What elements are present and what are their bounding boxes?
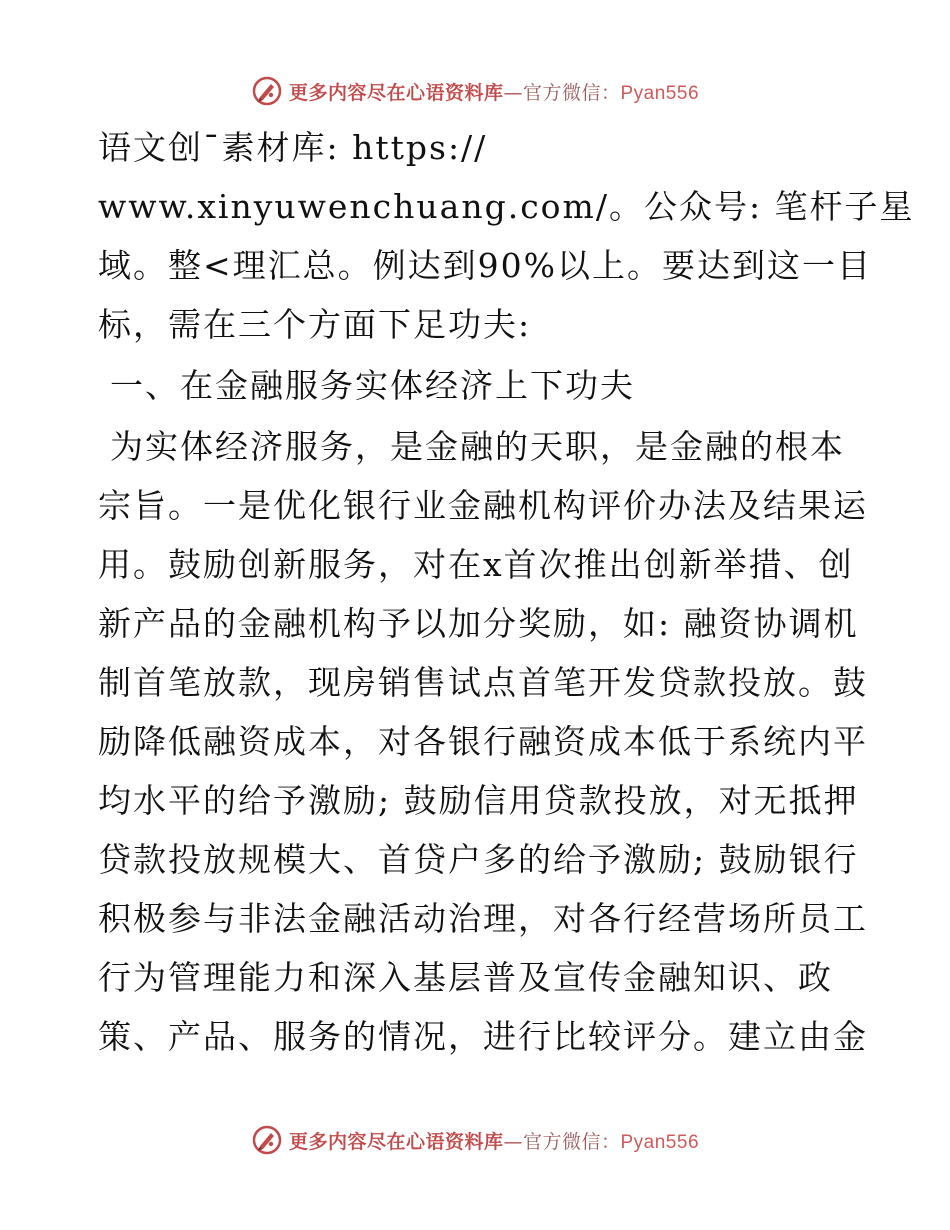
section-heading: 一、在金融服务实体经济上下功夫 bbox=[110, 366, 635, 405]
text-line: 励降低融资成本，对各银行融资成本低于系统内平 bbox=[98, 722, 868, 761]
footer-banner bbox=[0, 1120, 950, 1160]
text-line: 标，需在三个方面下足功夫: bbox=[98, 305, 532, 344]
banner-separator: — bbox=[503, 81, 523, 104]
text-line: 策、产品、服务的情况，进行比较评分。建立由金 bbox=[98, 1017, 868, 1056]
text-line: 用。鼓励创新服务，对在x首次推出创新举措、创 bbox=[98, 545, 854, 584]
banner-separator: — bbox=[503, 1130, 523, 1153]
banner-text bbox=[289, 1127, 699, 1154]
text-line: 行为管理能力和深入基层普及宣传金融知识、政 bbox=[98, 958, 833, 997]
pen-logo-icon bbox=[251, 75, 283, 107]
text-line: 积极参与非法金融活动治理，对各行经营场所员工 bbox=[98, 899, 868, 938]
pen-logo-icon bbox=[251, 1124, 283, 1156]
document-body bbox=[98, 118, 915, 1066]
text-line: 制首笔放款，现房销售试点首笔开发贷款投放。鼓 bbox=[98, 663, 868, 702]
text-line: 为实体经济服务，是金融的天职，是金融的根本 bbox=[110, 427, 845, 466]
text-line: 宗旨。一是优化银行业金融机构评价办法及结果运 bbox=[98, 486, 868, 525]
header-banner bbox=[0, 71, 950, 111]
banner-wechat-label: 官方微信： bbox=[522, 1130, 621, 1153]
text-line: 新产品的金融机构予以加分奖励，如: 融资协调机 bbox=[98, 604, 859, 643]
banner-wechat-label: 官方微信： bbox=[522, 81, 621, 104]
text-line: 均水平的给予激励; 鼓励信用贷款投放，对无抵押 bbox=[98, 781, 859, 820]
banner-brand: 更多内容尽在心语资料库 bbox=[288, 81, 504, 104]
banner-wechat-id: Pyan556 bbox=[620, 82, 700, 104]
text-line: 语文创¯素材库: https:// bbox=[98, 128, 488, 167]
banner-wechat-id: Pyan556 bbox=[620, 1131, 700, 1153]
text-line: 域。整<理汇总。例达到90%以上。要达到这一目 bbox=[98, 246, 872, 285]
text-line: 贷款投放规模大、首贷户多的给予激励; 鼓励银行 bbox=[98, 840, 859, 879]
banner-brand: 更多内容尽在心语资料库 bbox=[288, 1130, 504, 1153]
banner-text bbox=[289, 78, 699, 105]
text-line: www.xinyuwenchuang.com/。公众号: 笔杆子星 bbox=[98, 187, 915, 226]
